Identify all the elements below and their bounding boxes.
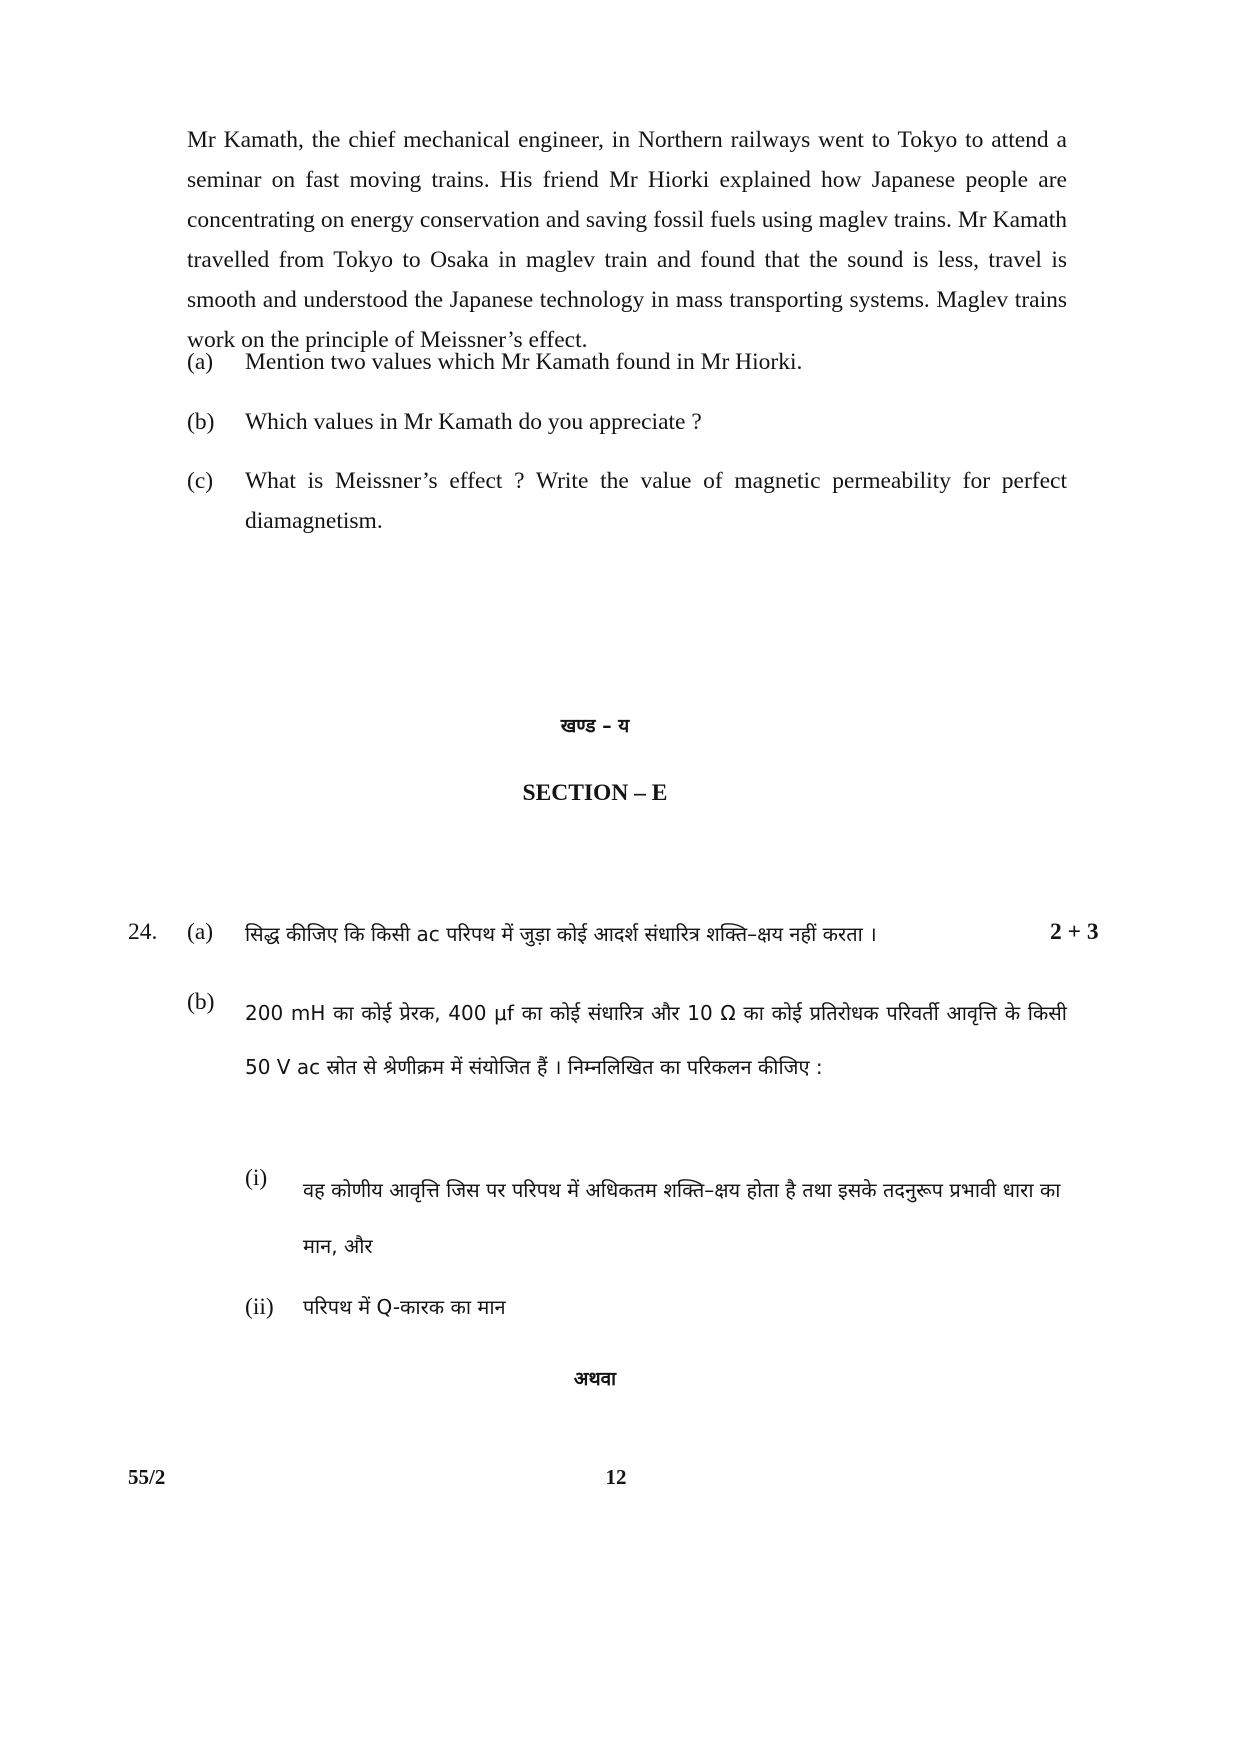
sub-ii-text: परिपथ में Q-कारक का मान [303, 1295, 506, 1319]
marks: 2 + 3 [1050, 919, 1099, 945]
part-a-label: (a) [187, 349, 214, 375]
q24-part-b-label: (b) [187, 989, 215, 1015]
part-c-label: (c) [187, 468, 214, 494]
sub-ii-label: (ii) [245, 1294, 274, 1320]
question-number: 24. [128, 919, 158, 945]
sub-i-text: वह कोणीय आवृत्ति जिस पर परिपथ में अधिकतम शक्ति–क्षय होता है तथा इसके तदनुरूप प्रभावी धारा का मान, और [303, 1178, 1061, 1258]
paper-code: 55/2 [128, 1465, 166, 1489]
or-hindi: अथवा [573, 1368, 617, 1390]
section-heading-hindi: खण्ड – य [560, 715, 630, 737]
sub-i-label: (i) [245, 1165, 268, 1191]
passage-paragraph: Mr Kamath, the chief mechanical engineer, in Northern railways went to Tokyo to attend a seminar on fast moving trains. His friend Mr Hiorki explained how Japanese people are concentrating on energy conservation and saving fossil fuels using maglev trains. Mr Kamath travelled from Tokyo to Osaka in maglev train and found that the sound is less, travel is smooth and understood the Japanese technology in mass transporting systems. Maglev trains work on the principle of Meissner’s effect. [187, 127, 1067, 353]
q24-part-b-text: 200 mH का कोई प्रेरक, 400 μf का कोई संधारित्र और 10 Ω का कोई प्रतिरोधक परिवर्ती आवृत्ति के किसी 50 V ac स्रोत से श्रेणीक्रम में संयोजित हैं । निम्नलिखित का परिकलन कीजिए : [245, 1001, 1067, 1079]
part-c-text: What is Meissner’s effect ? Write the value of magnetic permeability for perfect diamagnetism. [245, 468, 1067, 534]
part-b-label: (b) [187, 409, 215, 435]
page-number: 12 [605, 1465, 627, 1489]
q24-part-a-label: (a) [187, 919, 214, 945]
q24-part-a-text: सिद्ध कीजिए कि किसी ac परिपथ में जुड़ा कोई आदर्श संधारित्र शक्ति–क्षय नहीं करता । [245, 922, 877, 946]
part-a-text: Mention two values which Mr Kamath found in Mr Hiorki. [245, 349, 803, 375]
section-heading-english: SECTION – E [522, 780, 668, 806]
part-b-text: Which values in Mr Kamath do you appreciate ? [245, 409, 702, 435]
